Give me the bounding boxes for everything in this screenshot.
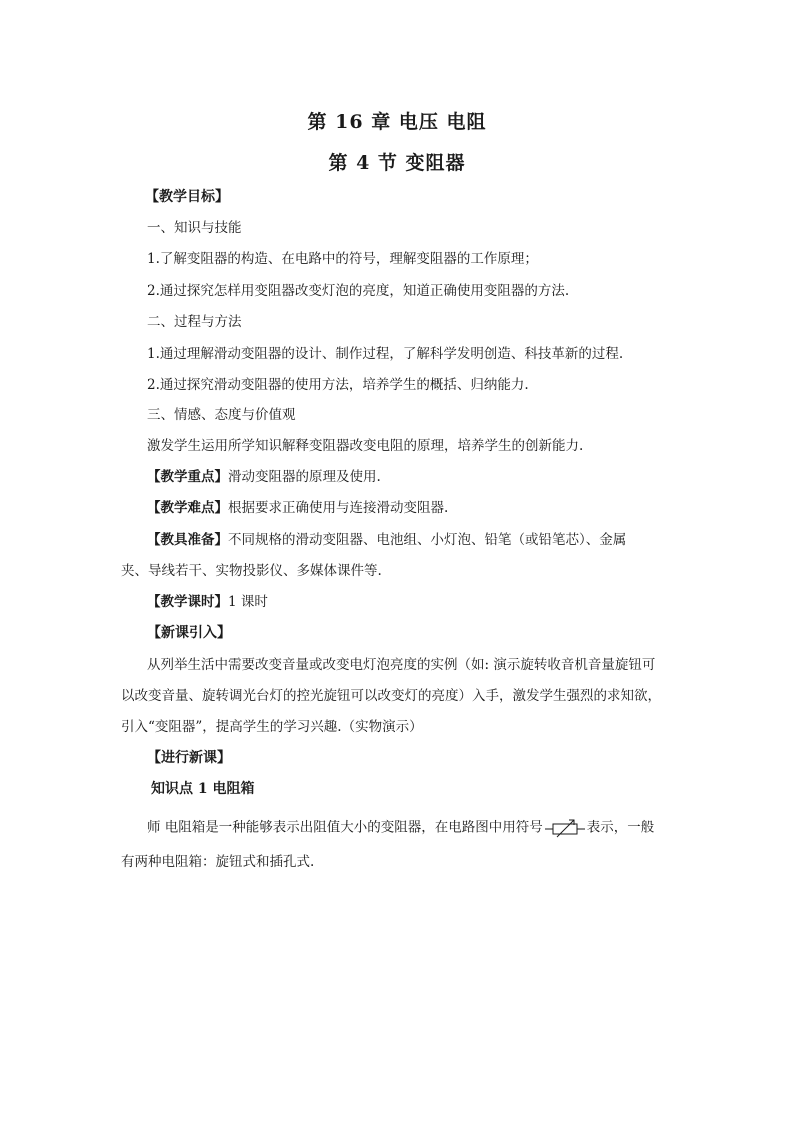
resistance-box-para-line-2: 有两种电阻箱：旋钮式和插孔式. xyxy=(121,854,315,870)
class-hours-line xyxy=(147,593,268,611)
intro-label: 【新课引入】 xyxy=(147,625,231,641)
knowledge-point-1-title: 知识点 1 电阻箱 xyxy=(151,781,255,797)
materials-text-2: 夹、导线若干、实物投影仪、多媒体课件等. xyxy=(121,563,382,579)
process-item-2: 2.通过探究滑动变阻器的使用方法，培养学生的概括、归纳能力. xyxy=(147,377,529,393)
objectives-header: 【教学目标】 xyxy=(145,189,229,205)
chapter-title: 第 16 章 电压 电阻 xyxy=(307,111,487,133)
resistance-box-para-line-1 xyxy=(147,818,654,838)
new-lesson-label: 【进行新课】 xyxy=(147,750,231,766)
section-title: 第 4 节 变阻器 xyxy=(328,152,466,174)
process-item-1: 1.通过理解滑动变阻器的设计、制作过程，了解科学发明创造、科技革新的过程. xyxy=(147,346,624,362)
knowledge-item-2: 2.通过探究怎样用变阻器改变灯泡的亮度，知道正确使用变阻器的方法. xyxy=(147,283,570,299)
materials-line-1 xyxy=(147,531,626,549)
process-heading: 二、过程与方法 xyxy=(147,314,242,330)
para-text-before: 师 电阻箱是一种能够表示出阻值大小的变阻器，在电路图中用符号 xyxy=(147,819,543,836)
difficulty-label: 【教学难点】 xyxy=(147,500,228,516)
materials-label: 【教具准备】 xyxy=(147,532,228,548)
key-point-line xyxy=(147,468,381,486)
class-hours-text: 1 课时 xyxy=(228,594,268,610)
difficulty-line xyxy=(147,499,448,517)
class-hours-label: 【教学课时】 xyxy=(147,594,228,610)
materials-text-1: 不同规格的滑动变阻器、电池组、小灯泡、铅笔（或铅笔芯）、金属 xyxy=(228,532,627,548)
knowledge-item-1: 1.了解变阻器的构造、在电路中的符号，理解变阻器的工作原理； xyxy=(147,251,538,267)
key-point-label: 【教学重点】 xyxy=(147,469,228,485)
variable-resistor-symbol-icon xyxy=(545,818,585,838)
key-point-text: 滑动变阻器的原理及使用. xyxy=(228,469,381,485)
intro-line-2: 以改变音量、旋转调光台灯的控光旋钮可以改变灯的亮度）入手，激发学生强烈的求知欲， xyxy=(121,688,661,704)
difficulty-text: 根据要求正确使用与连接滑动变阻器. xyxy=(228,500,449,516)
intro-line-3: 引入“变阻器”，提高学生的学习兴趣.（实物演示） xyxy=(121,719,423,735)
knowledge-heading: 一、知识与技能 xyxy=(147,220,242,236)
emotion-item-1: 激发学生运用所学知识解释变阻器改变电阻的原理，培养学生的创新能力. xyxy=(147,438,584,454)
emotion-heading: 三、情感、态度与价值观 xyxy=(147,407,296,423)
intro-line-1: 从列举生活中需要改变音量或改变电灯泡亮度的实例（如: 演示旋转收音机音量旋钮可 xyxy=(147,657,656,673)
para-text-after: 表示，一般 xyxy=(586,819,655,836)
